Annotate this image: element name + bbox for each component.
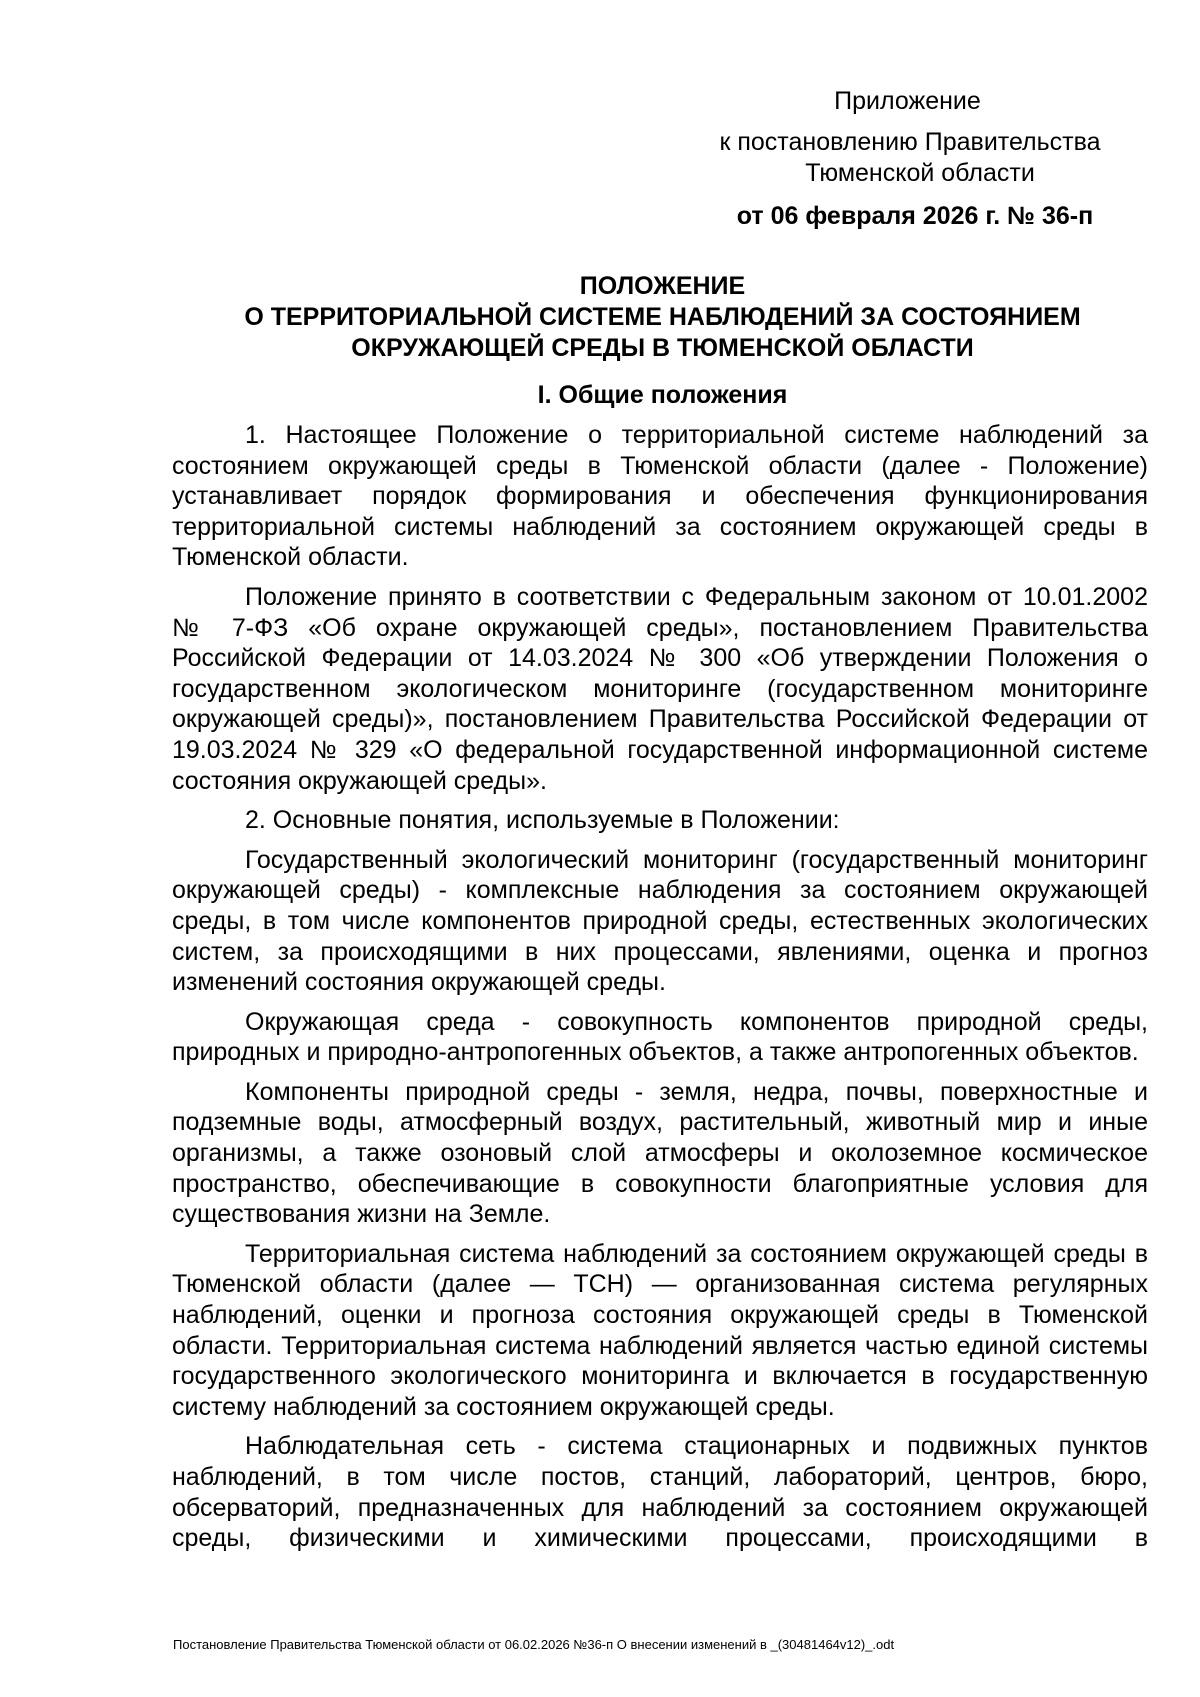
- paragraph-definition-components: Компоненты природной среды - земля, недра, почвы, поверхностные и подземные воды, атмосферный воздух, растительный, животный мир и иные организмы, а также озоновый слой атмосферы и околоземное космическое пространство, обеспечивающие в совокупности благоприятные условия для существования жизни на Земле.: [172, 1077, 1148, 1229]
- appendix-region-line: Тюменской области: [805, 159, 1035, 187]
- body-text: [172, 420, 1148, 1554]
- appendix-label: Приложение: [834, 87, 981, 115]
- appendix-resolution-line: к постановлению Правительства: [719, 128, 1101, 156]
- document-title-line-1: ПОЛОЖЕНИЕ: [579, 272, 746, 300]
- paragraph-definition-network: Наблюдательная сеть - система стационарных и подвижных пунктов наблюдений, в том числе постов, станций, лабораторий, центров, бюро, обсерваторий, предназначенных для наблюдений за состоянием окружающей среды, физическими и химическими процессами, происходящими в: [172, 1432, 1148, 1553]
- paragraph-definition-tsn: Территориальная система наблюдений за состоянием окружающей среды в Тюменской области (далее — ТСН) — организованная система регулярных наблюдений, оценки и прогноза состояния окружающей среды в Тюменской области. Территориальная система наблюдений является частью единой системы государственного экологического мониторинга и включается в государственную систему наблюдений за состоянием окружающей среды.: [172, 1239, 1148, 1421]
- document-title-line-2: О ТЕРРИТОРИАЛЬНОЙ СИСТЕМЕ НАБЛЮДЕНИЙ ЗА СОСТОЯНИЕМ: [244, 303, 1081, 331]
- paragraph-definition-environment: Окружающая среда - совокупность компонентов природной среды, природных и природно-антропогенных объектов, а также антропогенных объектов.: [172, 1007, 1148, 1067]
- document-title-line-3: ОКРУЖАЮЩЕЙ СРЕДЫ В ТЮМЕНСКОЙ ОБЛАСТИ: [351, 334, 974, 362]
- appendix-date-number: от 06 февраля 2026 г. № 36-п: [736, 202, 1094, 230]
- paragraph-1: 1. Настоящее Положение о территориальной системе наблюдений за состоянием окружающей среды в Тюменской области (далее - Положение) устанавливает порядок формирования и обеспечения функционирования территориальной системы наблюдений за состоянием окружающей среды в Тюменской области.: [172, 421, 1148, 572]
- paragraph-2: Положение принято в соответствии с Федеральным законом от 10.01.2002 № 7-ФЗ «Об охране окружающей среды», постановлением Правительства Российской Федерации от 14.03.2024 № 300 «Об утверждении Положения о государственном экологическом мониторинге (государственном мониторинге окружающей среды)», постановлением Правительства Российской Федерации от 19.03.2024 № 329 «О федеральной государственной информационной системе состояния окружающей среды».: [172, 582, 1148, 795]
- page-footer: Постановление Правительства Тюменской области от 06.02.2026 №36-п О внесении изменений в _(30481464v12)_.odt: [173, 1637, 895, 1652]
- section-heading: I. Общие положения: [537, 381, 788, 409]
- paragraph-3: 2. Основные понятия, используемые в Положении:: [245, 806, 840, 835]
- paragraph-definition-monitoring: Государственный экологический мониторинг (государственный мониторинг окружающей среды) - комплексные наблюдения за состоянием окружающей среды, в том числе компонентов природной среды, естественных экологических систем, за происходящими в них процессами, явлениями, оценка и прогноз изменений состояния окружающей среды.: [172, 845, 1148, 997]
